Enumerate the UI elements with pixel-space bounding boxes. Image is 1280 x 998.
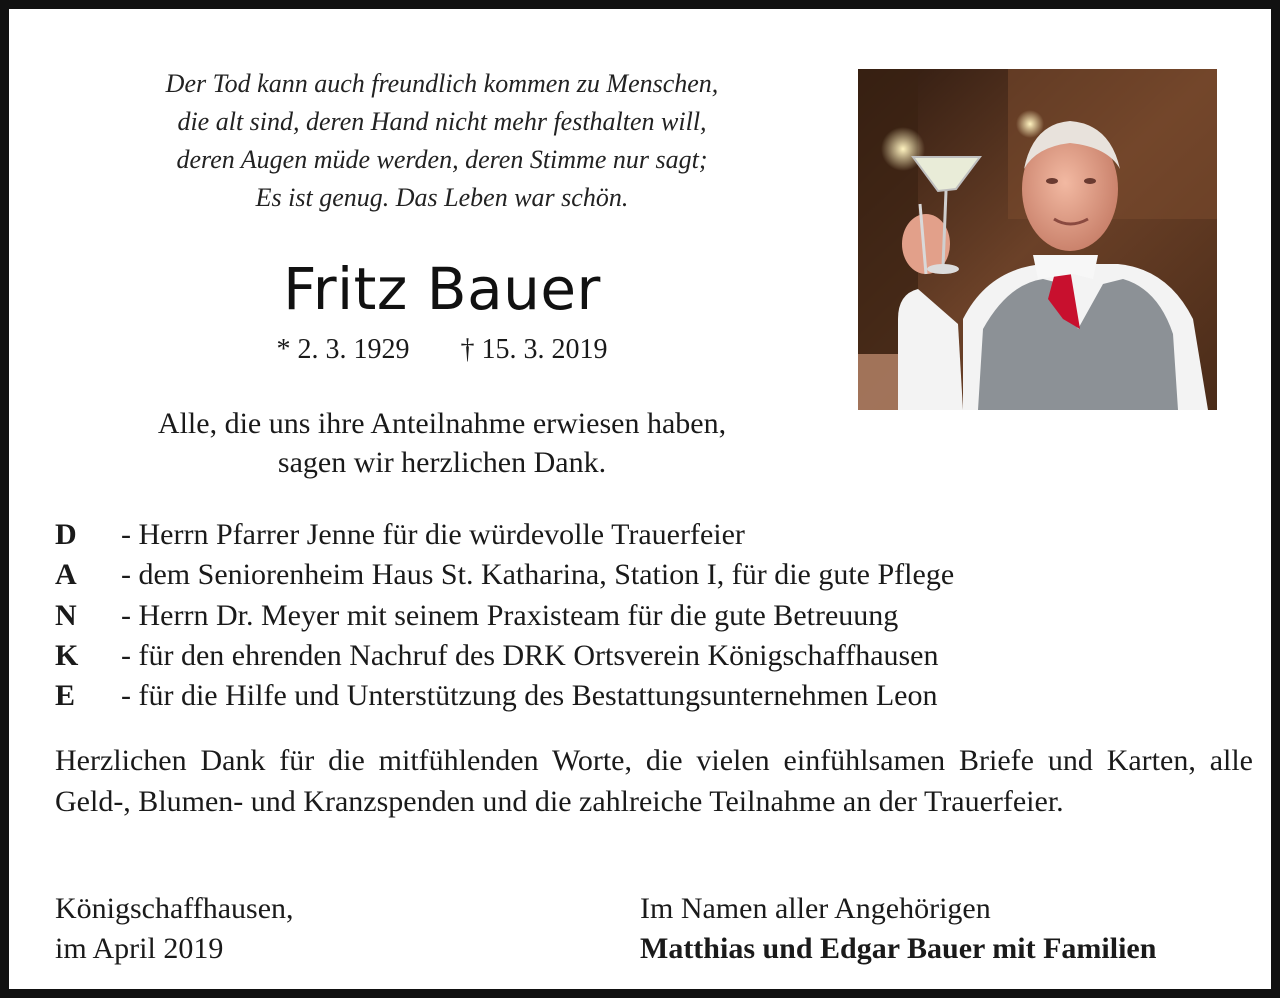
danke-text: - Herrn Dr. Meyer mit seinem Praxisteam für die gute Betreuung [121, 598, 899, 632]
portrait-photo [858, 69, 1217, 410]
poem-line: Der Tod kann auch freundlich kommen zu Menschen, [165, 69, 719, 98]
danke-letter: E [55, 679, 76, 713]
signature-names: Matthias und Edgar Bauer mit Familien [640, 932, 1157, 965]
poem-line: Es ist genug. Das Leben war schön. [255, 183, 629, 212]
danke-letter: A [55, 558, 77, 592]
lamp-icon [1016, 110, 1044, 138]
danke-row [55, 636, 1255, 676]
date: im April 2019 [55, 932, 224, 965]
signature [640, 889, 1156, 969]
poem-line: deren Augen müde werden, deren Stimme nur sagt; [176, 145, 708, 174]
place: Königschaffhausen, [55, 892, 294, 925]
danke-row [55, 515, 1255, 555]
life-dates [57, 331, 827, 369]
thanks-intro-line: sagen wir herzlichen Dank. [277, 446, 607, 479]
danke-text: - für die Hilfe und Unterstützung des Bestattungsunternehmen Leon [121, 679, 938, 713]
poem [57, 65, 827, 217]
danke-row [55, 555, 1255, 595]
danke-text: - Herrn Pfarrer Jenne für die würdevolle Trauerfeier [121, 518, 745, 551]
danke-letter: N [55, 598, 77, 632]
birth-date: * 2. 3. 1929 [276, 334, 410, 365]
closing-paragraph: Herzlichen Dank für die mitfühlenden Worte, die vielen einfühlsamen Briefe und Karten, alle Geld-, Blumen- und Kranzspenden und die zahlreiche Teilnahme an der Trauerfeier. [55, 744, 1253, 818]
signature-intro: Im Namen aller Angehörigen [640, 892, 991, 925]
death-date: † 15. 3. 2019 [460, 334, 608, 365]
danke-text: - für den ehrenden Nachruf des DRK Ortsverein Königschaffhausen [121, 638, 939, 672]
portrait-illustration [858, 69, 1217, 410]
danke-row [55, 596, 1255, 636]
thanks-intro [57, 404, 827, 482]
place-date [55, 889, 294, 969]
danke-list [55, 515, 1255, 716]
danke-text: - dem Seniorenheim Haus St. Katharina, Station I, für die gute Pflege [121, 558, 955, 592]
danke-letter: D [55, 518, 77, 551]
thanks-intro-line: Alle, die uns ihre Anteilnahme erwiesen haben, [157, 407, 727, 440]
poem-line: die alt sind, deren Hand nicht mehr festhalten will, [177, 107, 707, 136]
danke-letter: K [55, 638, 79, 672]
deceased-name: Fritz Bauer [283, 255, 601, 323]
danke-row [55, 676, 1255, 716]
